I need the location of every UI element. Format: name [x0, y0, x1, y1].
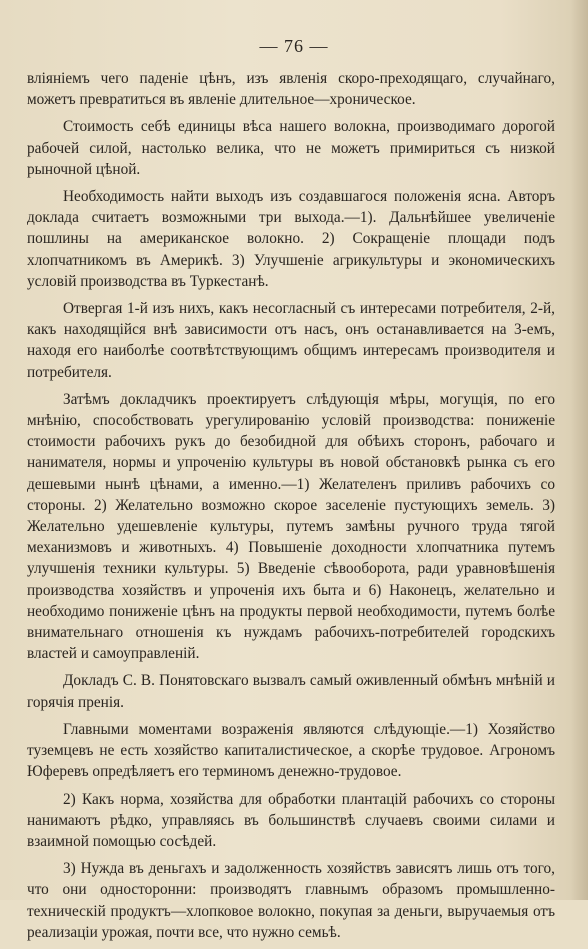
paragraph-8: 2) Какъ норма, хозяйства для обработки плантацій рабочихъ со стороны нанимаютъ рѣдко, управляясь въ большинствѣ случаевъ своими силами и взаимной помощью сосѣдей. [27, 790, 555, 850]
paragraph-2: Стоимость себѣ единицы вѣса нашего волокна, производимаго дорогой рабочей силой, настолько велика, что не можетъ примириться съ низкой рыночной цѣной. [27, 118, 555, 178]
paragraph-5: Затѣмъ докладчикъ проектируетъ слѣдующія мѣры, могущія, по его мнѣнію, способствовать урегулированію условій производства: пониженіе стоимости рабочихъ рукъ до безобидной для обѣихъ сторонъ, рабочаго и нанимателя, нормы и упроченію культуры въ новой обстановкѣ рынка съ его дешевыми нынѣ цѣнами, а именно.—1) Желателенъ приливъ рабочихъ со стороны. 2) Желательно возможно скорое заселеніе пустующихъ земель. 3) Желательно удешевленіе культуры, путемъ замѣны ручного труда тягой механизмовъ и животныхъ. 4) Повышеніе доходности хлопчатника путемъ улучшенія техники культуры. 5) Введеніе сѣвооборота, ради уравновѣшенія производства хозяйствъ и упроченія ихъ быта и 6) Наконецъ, желательно и необходимо пониженіе цѣнъ на продукты первой необходимости, путемъ болѣе внимательнаго отношенія къ нуждамъ рабочихъ-потребителей городскихъ властей и самоуправленій. [27, 390, 555, 663]
paragraph-1: вліяніемъ чего паденіе цѣнъ, изъ явленія скоро-преходящаго, случайнаго, можетъ превратиться въ явленіе длительное—хроническое. [27, 70, 555, 109]
page-edge-shadow [570, 0, 588, 900]
paragraph-3: Необходимость найти выходъ изъ создавшагося положенія ясна. Авторъ доклада считаетъ возможными три выхода.—1). Дальнѣйшее увеличеніе пошлины на американское волокно. 2) Сокращеніе площади подъ хлопчатникомъ въ Америкѣ. 3) Улучшеніе агрикультуры и экономическихъ условій производства въ Туркестанѣ. [27, 188, 555, 290]
body-text [27, 68, 555, 949]
paragraph-9: 3) Нужда въ деньгахъ и задолженность хозяйствъ зависятъ лишь отъ того, что они односторонни: производятъ главнымъ образомъ промышленно-техническій продуктъ—хлопковое волокно, покупая за деньги, выручаемыя отъ реализаціи урожая, почти все, что нужно семьѣ. [27, 860, 555, 941]
paragraph-4: Отвергая 1-й изъ нихъ, какъ несогласный съ интересами потребителя, 2-й, какъ находящійся внѣ зависимости отъ насъ, онъ останавливается на 3-емъ, находя его наиболѣе соотвѣтствующимъ общимъ интересамъ производителя и потребителя. [27, 300, 555, 381]
paragraph-7: Главными моментами возраженія являются слѣдующіе.—1) Хозяйство туземцевъ не есть хозяйство капиталистическое, а скорѣе трудовое. Агрономъ Юферевъ опредѣляетъ его терминомъ денежно-трудовое. [27, 720, 555, 781]
page-number: — 76 — [259, 36, 329, 56]
paragraph-6: Докладъ С. В. Понятовскаго вызвалъ самый оживленный обмѣнъ мнѣній и горячія пренія. [27, 672, 555, 711]
